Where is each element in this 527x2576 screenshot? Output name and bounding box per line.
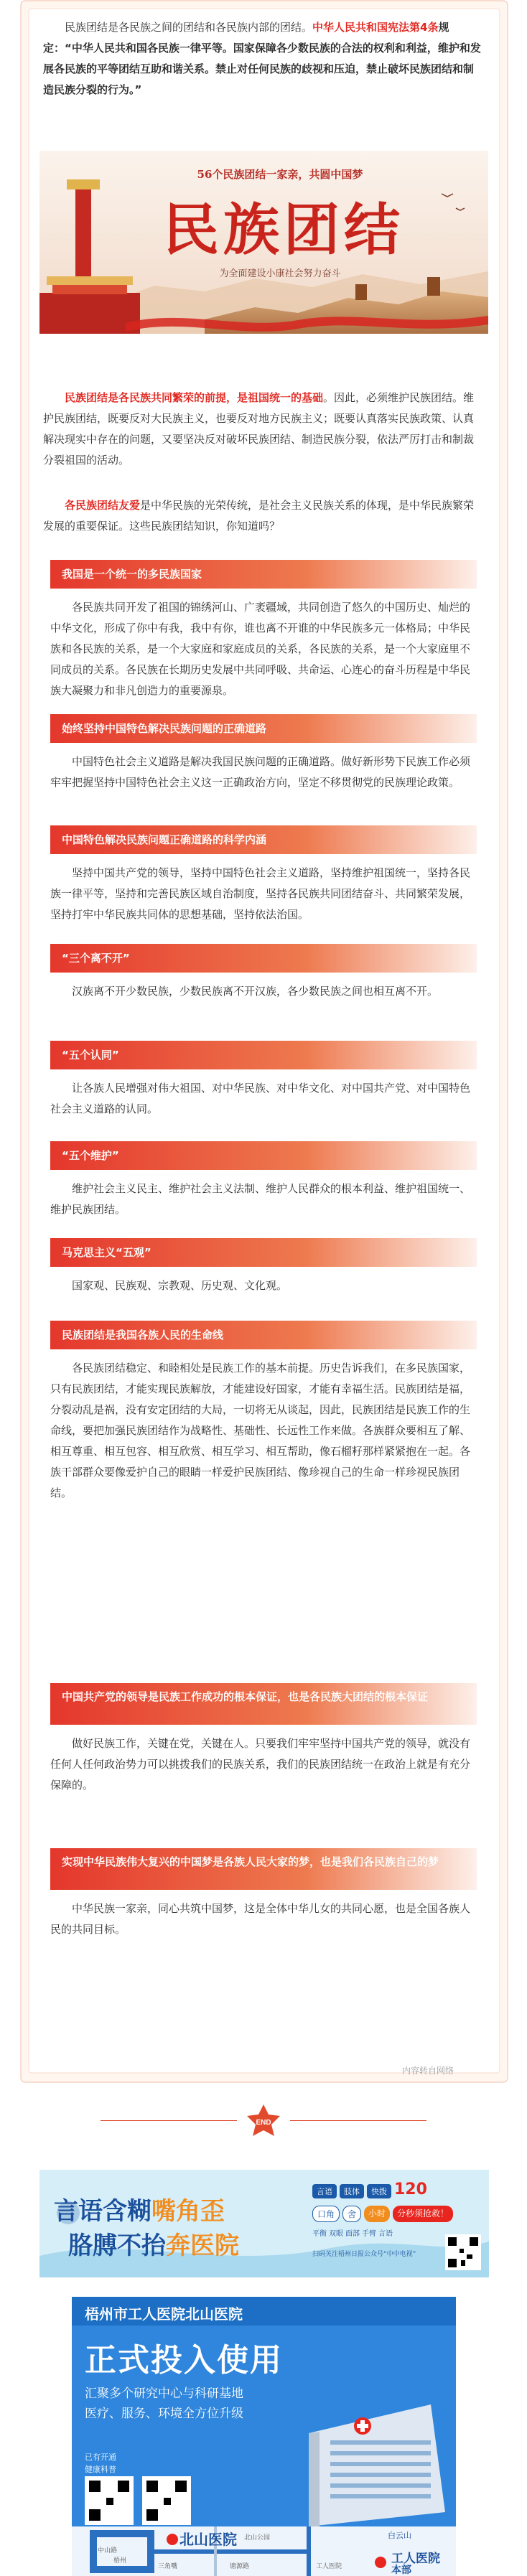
road-label: 梧州 bbox=[113, 2557, 127, 2565]
hospital-line-1: 汇聚多个研究中心与科研基地 bbox=[85, 2387, 243, 2401]
pill: 平衡 bbox=[312, 2230, 327, 2238]
pill: 手臂 bbox=[362, 2230, 376, 2238]
stroke-tags bbox=[312, 2181, 427, 2198]
tag: 言语 bbox=[312, 2184, 337, 2198]
intro-text-a: 民族团结是各民族之间的团结和各民族内部的团结。 bbox=[65, 21, 313, 34]
intro-text-c: 规定：“中华人民共和国各民族一律平等。国家保障各少数民族的合法的权利和利益，维护和发展各民族的平等团结互助和谐关系。禁止对任何民族的歧视和压迫，禁止破坏民族团结和制造民族分裂的行为。” bbox=[43, 21, 481, 96]
hospital-name: 梧州市工人医院北山医院 bbox=[85, 2305, 243, 2323]
section-header: 中国共产党的领导是民族工作成功的根本保证，也是各民族大团结的根本保证 bbox=[50, 1683, 477, 1725]
p3-text: 是中华民族的光荣传统，是社会主义民族关系的体现，是中华民族繁荣发展的重要保证。这些民族团结知识，你知道吗？ bbox=[43, 499, 475, 533]
map-right-2: 本部 bbox=[391, 2565, 411, 2576]
section-header: 始终坚持中国特色解决民族问题的正确道路 bbox=[50, 714, 477, 743]
section-6 bbox=[50, 1141, 477, 1227]
emergency-number: 120 bbox=[394, 2181, 427, 2198]
tag: 小时 bbox=[364, 2206, 390, 2222]
section-body: 让各族人民增强对伟大祖国、对中华民族、对中华文化、对中国共产党、对中国特色社会主义道路的认同。 bbox=[50, 1082, 471, 1115]
qr-label: 健康科普 bbox=[85, 2465, 116, 2474]
section-body: 各民族团结稳定、和睦相处是民族工作的基本前提。历史告诉我们，在多民族国家，只有民族团结，才能实现民族解放，才能建设好国家，才能有幸福生活。民族团结是福，分裂动乱是祸，没有安定团结的大局，一切将无从谈起，因此，民族团结是民族工作的生命线，要把加强民族团结作为战略性、基础性、长远性工作来做。各族群众要相互了解、相互尊重、相互包容、相互欣赏、相互学习、相互帮助，像石榴籽那样紧紧抱在一起。各族干部群众要像爱护自己的眼睛一样爱护民族团结、像珍视自己的生命一样珍视民族团结。 bbox=[50, 1362, 471, 1499]
p3-highlight: 各民族团结友爱 bbox=[65, 499, 141, 512]
section-4 bbox=[50, 944, 477, 1030]
map-title: 北山医院 bbox=[179, 2531, 237, 2548]
hero-banner bbox=[39, 151, 488, 334]
road-label: 工人医院 bbox=[316, 2563, 342, 2570]
road-label: 塘源路 bbox=[230, 2563, 250, 2570]
section-header: 实现中华民族伟大复兴的中国梦是各族人民大家的梦，也是我们各民族自己的梦 bbox=[50, 1848, 477, 1890]
section-7 bbox=[50, 1238, 477, 1310]
hospital-headline: 正式投入使用 bbox=[85, 2342, 283, 2379]
tag: 口角 bbox=[312, 2206, 340, 2222]
p2-text: 。因此，必须维护民族团结。维护民族团结，既要反对大民族主义，也要反对地方民族主义；既要认真落实民族政策、认真解决现实中存在的问题，又要坚决反对破坏民族团结、制造民族分裂，依法严厉打击和制裁分裂祖国的活动。 bbox=[43, 391, 475, 467]
road-label: 中山路 bbox=[98, 2547, 118, 2554]
hospital-ad[interactable] bbox=[72, 2297, 456, 2576]
section-5 bbox=[50, 1041, 477, 1127]
road-label: 三角嘴 bbox=[158, 2563, 178, 2570]
section-body: 中华民族一家亲，同心共筑中国梦，这是全体中华儿女的共同心愿，也是全国各族人民的共同目标。 bbox=[50, 1902, 471, 1936]
paragraph-3 bbox=[43, 495, 481, 537]
slogan-1a: 言语含糊 bbox=[54, 2197, 151, 2226]
location-map[interactable] bbox=[72, 2526, 456, 2576]
stroke-slogan-1 bbox=[54, 2191, 225, 2226]
p2-highlight: 民族团结是各民族共同繁荣的前提，是祖国统一的基础 bbox=[65, 391, 324, 404]
section-2 bbox=[50, 714, 477, 822]
end-line-right bbox=[290, 2120, 426, 2121]
section-1 bbox=[50, 560, 477, 725]
source-note: 内容转自网络 bbox=[402, 2066, 454, 2076]
tag: 快拨 bbox=[367, 2184, 391, 2198]
section-header: “五个认同” bbox=[50, 1041, 477, 1069]
intro-highlight: 中华人民共和国宪法第4条 bbox=[312, 21, 439, 34]
section-body: 汉族离不开少数民族，少数民族离不开汉族，各少数民族之间也相互离不开。 bbox=[72, 985, 439, 998]
slogan-2a: 胳膊不抬 bbox=[68, 2231, 166, 2260]
qr-code-icon[interactable] bbox=[445, 2234, 481, 2270]
stroke-slogan-2 bbox=[68, 2226, 239, 2261]
slogan-2b: 奔医院 bbox=[166, 2231, 239, 2260]
tag: 分秒须抢救！ bbox=[393, 2206, 453, 2222]
map-right: 工人医院 bbox=[391, 2552, 440, 2566]
tag: 舍 bbox=[342, 2206, 361, 2222]
section-header: “五个维护” bbox=[50, 1141, 477, 1170]
section-header: 民族团结是我国各族人民的生命线 bbox=[50, 1321, 477, 1349]
banner-title: 民族团结 bbox=[162, 197, 404, 263]
road-label: 北山公园 bbox=[244, 2534, 271, 2542]
qr-codes-icon[interactable] bbox=[85, 2476, 192, 2526]
section-header: 中国特色解决民族问题正确道路的科学内涵 bbox=[50, 825, 477, 854]
section-body: 中国特色社会主义道路是解决我国民族问题的正确道路。做好新形势下民族工作必须牢牢把握坚持中国特色社会主义这一正确政治方向，坚定不移贯彻党的民族理论政策。 bbox=[50, 755, 471, 789]
paragraph-2 bbox=[43, 388, 481, 471]
stroke-qr-note: 扫码关注梧州日报公众号“中中电视” bbox=[312, 2251, 416, 2258]
banner-tagline: 为全面建设小康社会努力奋斗 bbox=[219, 268, 341, 279]
stroke-pills bbox=[312, 2227, 393, 2238]
map-top: 白云山 bbox=[388, 2531, 411, 2540]
pill: 言语 bbox=[378, 2230, 393, 2238]
section-8 bbox=[50, 1321, 477, 1550]
intro-paragraph bbox=[43, 17, 481, 100]
section-body: 各民族共同开发了祖国的锦绣河山、广袤疆域，共同创造了悠久的中国历史、灿烂的中华文化，形成了你中有我，我中有你，谁也离不开谁的中华民族多元一体格局；中华民族和各民族的关系，是一个大家庭和家庭成员的关系，各民族的关系，是一个大家庭里不同成员的关系。各民族在长期历史发展中共同呼吸、共命运、心连心的奋斗历程是中华民族大凝聚力和非凡创造力的重要源泉。 bbox=[50, 601, 471, 697]
section-3 bbox=[50, 825, 477, 933]
banner-subtitle: 56个民族团结一家亲，共圆中国梦 bbox=[197, 168, 363, 181]
stroke-ad[interactable] bbox=[39, 2170, 489, 2277]
section-header: 马克思主义“五观” bbox=[50, 1238, 477, 1267]
section-body: 维护社会主义民主、维护社会主义法制、维护人民群众的根本利益、维护祖国统一、维护民族团结。 bbox=[50, 1182, 471, 1216]
slogan-1b: 嘴角歪 bbox=[151, 2197, 225, 2226]
section-body: 坚持中国共产党的领导，坚持中国特色社会主义道路，坚持维护祖国统一，坚持各民族一律平等，坚持和完善民族区域自治制度，坚持各民族共同团结奋斗、共同繁荣发展，坚持打牢中华民族共同体的思想基础，坚持依法治国。 bbox=[50, 866, 471, 921]
section-10 bbox=[50, 1848, 477, 1956]
section-header: “三个离不开” bbox=[50, 944, 477, 973]
end-line-left bbox=[101, 2120, 237, 2121]
pill: 面部 bbox=[345, 2230, 360, 2238]
section-body: 做好民族工作，关键在党，关键在人。只要我们牢牢坚持中国共产党的领导，就没有任何人任何政治势力可以挑拨我们的民族关系，我们的民族团结统一在政治上就是有充分保障的。 bbox=[50, 1737, 471, 1792]
section-header: 我国是一个统一的多民族国家 bbox=[50, 560, 477, 589]
qr-caption: 已有开通 bbox=[85, 2453, 116, 2462]
end-badge-icon bbox=[244, 2103, 283, 2137]
hospital-line-2: 医疗、服务、环境全方位升级 bbox=[85, 2407, 243, 2421]
end-label: END bbox=[256, 2119, 271, 2127]
tag: 肢体 bbox=[340, 2184, 364, 2198]
pill: 双眼 bbox=[329, 2230, 343, 2238]
stroke-row2 bbox=[312, 2206, 453, 2222]
section-body: 国家观、民族观、宗教观、历史观、文化观。 bbox=[72, 1279, 288, 1292]
section-9 bbox=[50, 1683, 477, 1805]
